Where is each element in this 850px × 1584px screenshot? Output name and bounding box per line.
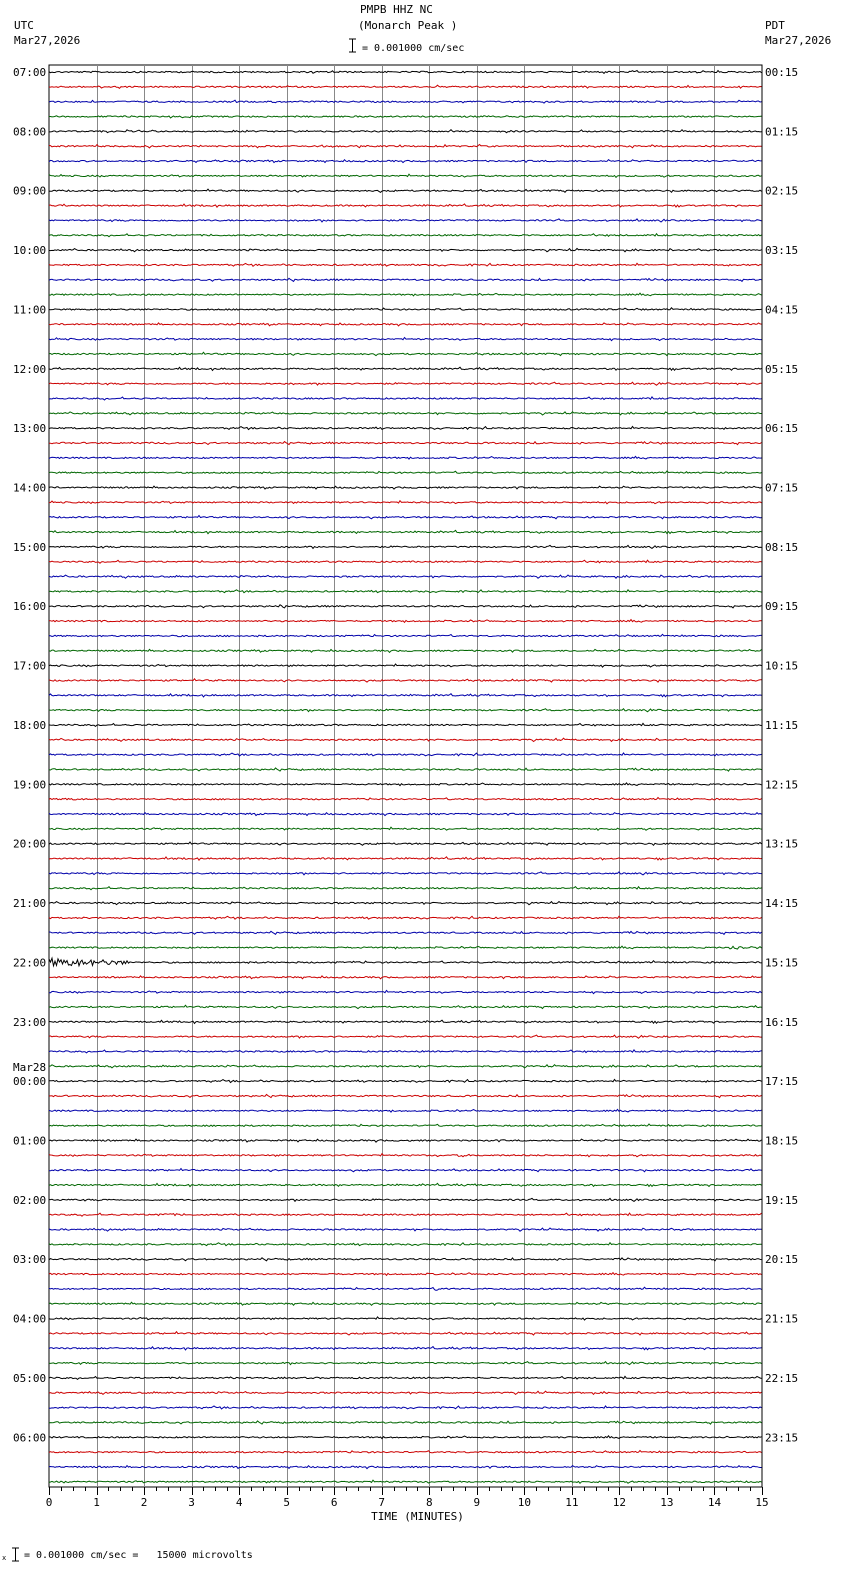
right-hour-label: 21:15 xyxy=(765,1312,799,1326)
seismic-trace xyxy=(49,456,762,459)
right-hour-label: 22:15 xyxy=(765,1371,799,1385)
seismic-trace xyxy=(49,1273,762,1276)
right-hour-label: 11:15 xyxy=(765,718,799,732)
seismic-trace xyxy=(49,338,762,341)
right-hour-label: 00:15 xyxy=(765,66,799,79)
left-hour-label: 13:00 xyxy=(13,422,47,436)
seismic-trace xyxy=(49,1065,762,1068)
seismic-trace xyxy=(49,1287,762,1290)
seismic-trace xyxy=(49,976,762,979)
seismic-trace xyxy=(49,516,762,519)
traces xyxy=(49,71,762,1484)
seismic-trace xyxy=(49,174,762,177)
right-hour-label: 14:15 xyxy=(765,897,799,911)
seismic-trace xyxy=(49,783,762,786)
seismic-trace xyxy=(49,723,762,726)
seismic-trace xyxy=(49,219,762,222)
right-hour-label: 16:15 xyxy=(765,1015,799,1029)
seismic-trace xyxy=(49,1169,762,1172)
seismic-trace xyxy=(49,709,762,712)
seismic-trace xyxy=(49,397,762,400)
left-hour-label: 20:00 xyxy=(13,837,47,851)
seismic-trace xyxy=(49,857,762,860)
seismic-trace xyxy=(49,1005,762,1008)
left-hour-label: 06:00 xyxy=(13,1431,47,1445)
seismic-trace xyxy=(49,887,762,890)
seismic-trace xyxy=(49,1154,762,1157)
x-tick-label: 3 xyxy=(188,1496,195,1509)
seismic-trace xyxy=(49,442,762,445)
left-hour-label: 09:00 xyxy=(13,184,47,198)
scale-label: = 0.001000 cm/sec xyxy=(362,43,465,54)
seismic-trace xyxy=(49,278,762,281)
seismic-trace xyxy=(49,753,762,756)
x-axis-label: TIME (MINUTES) xyxy=(371,1510,464,1523)
right-hour-label: 20:15 xyxy=(765,1253,799,1267)
seismic-trace xyxy=(49,71,762,74)
seismic-trace xyxy=(49,189,762,192)
left-hour-label: 08:00 xyxy=(13,125,47,139)
seismic-trace xyxy=(49,412,762,415)
seismic-trace xyxy=(49,545,762,548)
seismic-trace xyxy=(49,1124,762,1127)
seismic-trace xyxy=(49,1213,762,1216)
x-tick-label: 2 xyxy=(140,1496,148,1509)
seismic-trace xyxy=(49,958,762,966)
seismic-trace xyxy=(49,916,762,919)
left-hour-label: 03:00 xyxy=(13,1253,47,1267)
seismic-trace xyxy=(49,634,762,637)
seismic-trace xyxy=(49,116,762,118)
seismic-trace xyxy=(49,605,762,608)
x-tick-label: 0 xyxy=(45,1496,53,1509)
seismic-trace xyxy=(49,590,762,593)
x-tick-label: 4 xyxy=(235,1496,243,1509)
seismic-trace xyxy=(49,813,762,816)
right-hour-label: 08:15 xyxy=(765,540,799,554)
seismic-trace xyxy=(49,1080,762,1083)
right-hour-label: 13:15 xyxy=(765,837,799,851)
seismic-trace xyxy=(49,798,762,801)
x-tick-label: 12 xyxy=(612,1496,627,1509)
right-hour-label: 01:15 xyxy=(765,125,799,139)
left-hour-label: 04:00 xyxy=(13,1312,47,1326)
seismic-trace xyxy=(49,249,762,252)
right-date: Mar27,2026 xyxy=(765,34,832,47)
left-hour-label: 19:00 xyxy=(13,778,47,792)
right-hour-label: 23:15 xyxy=(765,1431,799,1445)
left-hour-label: 18:00 xyxy=(13,718,47,732)
seismic-trace xyxy=(49,308,762,311)
seismic-trace xyxy=(49,100,762,103)
seismic-trace xyxy=(49,323,762,326)
seismic-trace xyxy=(49,1020,762,1023)
seismic-trace xyxy=(49,263,762,266)
seismic-trace xyxy=(49,352,762,355)
left-hour-label: 02:00 xyxy=(13,1193,47,1207)
seismic-trace xyxy=(49,130,762,133)
seismic-trace xyxy=(49,1243,762,1246)
footer-scale-icon xyxy=(2,1546,20,1564)
x-tick-label: 9 xyxy=(473,1496,481,1509)
seismic-trace xyxy=(49,486,762,489)
seismic-trace xyxy=(49,1198,762,1201)
seismic-trace xyxy=(49,1451,762,1454)
seismic-trace xyxy=(49,902,762,905)
seismic-trace xyxy=(49,1050,762,1053)
seismic-trace xyxy=(49,1347,762,1350)
right-hour-label: 04:15 xyxy=(765,303,799,317)
left-date: Mar27,2026 xyxy=(14,34,81,47)
seismic-trace xyxy=(49,649,762,652)
left-hour-label: 15:00 xyxy=(13,540,47,554)
seismic-trace xyxy=(49,1228,762,1231)
seismic-trace xyxy=(49,931,762,934)
x-tick-label: 13 xyxy=(660,1496,674,1509)
left-hour-label: 23:00 xyxy=(13,1015,47,1029)
right-hour-label: 02:15 xyxy=(765,184,799,198)
seismic-trace xyxy=(49,738,762,741)
seismic-trace xyxy=(49,1139,762,1142)
x-tick-label: 11 xyxy=(565,1496,579,1509)
seismic-trace xyxy=(49,694,762,697)
right-timezone: PDT xyxy=(765,19,785,32)
seismic-trace xyxy=(49,620,762,623)
right-hour-label: 18:15 xyxy=(765,1134,799,1148)
seismic-trace xyxy=(49,1376,762,1379)
seismic-trace xyxy=(49,1421,762,1424)
x-tick-label: 6 xyxy=(330,1496,338,1509)
x-tick-label: 14 xyxy=(707,1496,722,1509)
left-hour-label: 21:00 xyxy=(13,897,47,911)
seismic-trace xyxy=(49,827,762,830)
seismic-trace xyxy=(49,427,762,430)
left-hour-label: 17:00 xyxy=(13,659,47,673)
x-tick-label: 15 xyxy=(755,1496,769,1509)
seismic-trace xyxy=(49,367,762,370)
seismic-trace xyxy=(49,160,762,163)
right-hour-label: 12:15 xyxy=(765,778,799,792)
seismic-trace xyxy=(49,1480,762,1483)
seismic-trace xyxy=(49,872,762,875)
left-hour-label: 10:00 xyxy=(13,244,47,258)
seismic-trace xyxy=(49,234,762,237)
seismic-trace xyxy=(49,664,762,667)
right-hour-label: 06:15 xyxy=(765,422,799,436)
seismic-trace xyxy=(49,293,762,296)
right-hour-label: 05:15 xyxy=(765,362,799,376)
station-location: (Monarch Peak ) xyxy=(358,19,458,32)
right-hour-label: 19:15 xyxy=(765,1193,799,1207)
left-hour-label: 11:00 xyxy=(13,303,47,317)
seismic-trace xyxy=(49,1466,762,1469)
seismic-trace xyxy=(49,1183,762,1186)
seismic-trace xyxy=(49,1258,762,1261)
seismic-trace xyxy=(49,1332,762,1335)
left-hour-label: 22:00 xyxy=(13,956,47,970)
seismic-trace xyxy=(49,1095,762,1098)
seismic-trace xyxy=(49,145,762,148)
x-tick-label: 7 xyxy=(378,1496,386,1509)
right-hour-label: 09:15 xyxy=(765,600,799,614)
left-hour-label: 00:00 xyxy=(13,1075,47,1089)
x-tick-label: 8 xyxy=(425,1496,433,1509)
seismic-trace xyxy=(49,1362,762,1365)
left-hour-label: 16:00 xyxy=(13,600,47,614)
seismic-trace xyxy=(49,85,762,88)
seismic-trace xyxy=(49,946,762,949)
footer-scale-note: = 0.001000 cm/sec = 15000 microvolts xyxy=(24,1550,253,1561)
date-change-label: Mar28 xyxy=(13,1061,47,1075)
x-tick-label: 5 xyxy=(283,1496,290,1509)
right-hour-label: 10:15 xyxy=(765,659,799,673)
left-hour-label: 01:00 xyxy=(13,1134,47,1148)
left-hour-label: 05:00 xyxy=(13,1371,47,1385)
x-tick-label: 10 xyxy=(517,1496,531,1509)
seismic-trace xyxy=(49,204,762,207)
seismic-trace xyxy=(49,1302,762,1305)
seismic-trace xyxy=(49,501,762,504)
right-hour-label: 17:15 xyxy=(765,1075,799,1089)
left-hour-label: 12:00 xyxy=(13,362,47,376)
left-hour-label: 14:00 xyxy=(13,481,47,495)
seismic-trace xyxy=(49,471,762,474)
seismic-trace xyxy=(49,530,762,533)
seismic-trace xyxy=(49,1035,762,1038)
seismic-trace xyxy=(49,679,762,682)
x-tick-label: 1 xyxy=(93,1496,100,1509)
seismic-trace xyxy=(49,1317,762,1320)
seismic-trace xyxy=(49,382,762,385)
seismic-trace xyxy=(49,842,762,845)
seismic-trace xyxy=(49,768,762,771)
left-timezone: UTC xyxy=(14,19,34,32)
station-title: PMPB HHZ NC xyxy=(360,3,433,16)
right-hour-label: 15:15 xyxy=(765,956,799,970)
seismic-trace xyxy=(49,560,762,563)
seismic-trace xyxy=(49,575,762,578)
left-hour-label: 07:00 xyxy=(13,66,47,79)
seismic-trace xyxy=(49,990,762,993)
right-hour-label: 07:15 xyxy=(765,481,799,495)
seismic-trace xyxy=(49,1436,762,1439)
seismic-trace xyxy=(49,1109,762,1112)
seismic-trace xyxy=(49,1391,762,1394)
svg-text:x: x xyxy=(2,1554,7,1562)
seismic-trace xyxy=(49,1406,762,1409)
right-hour-label: 03:15 xyxy=(765,244,799,258)
